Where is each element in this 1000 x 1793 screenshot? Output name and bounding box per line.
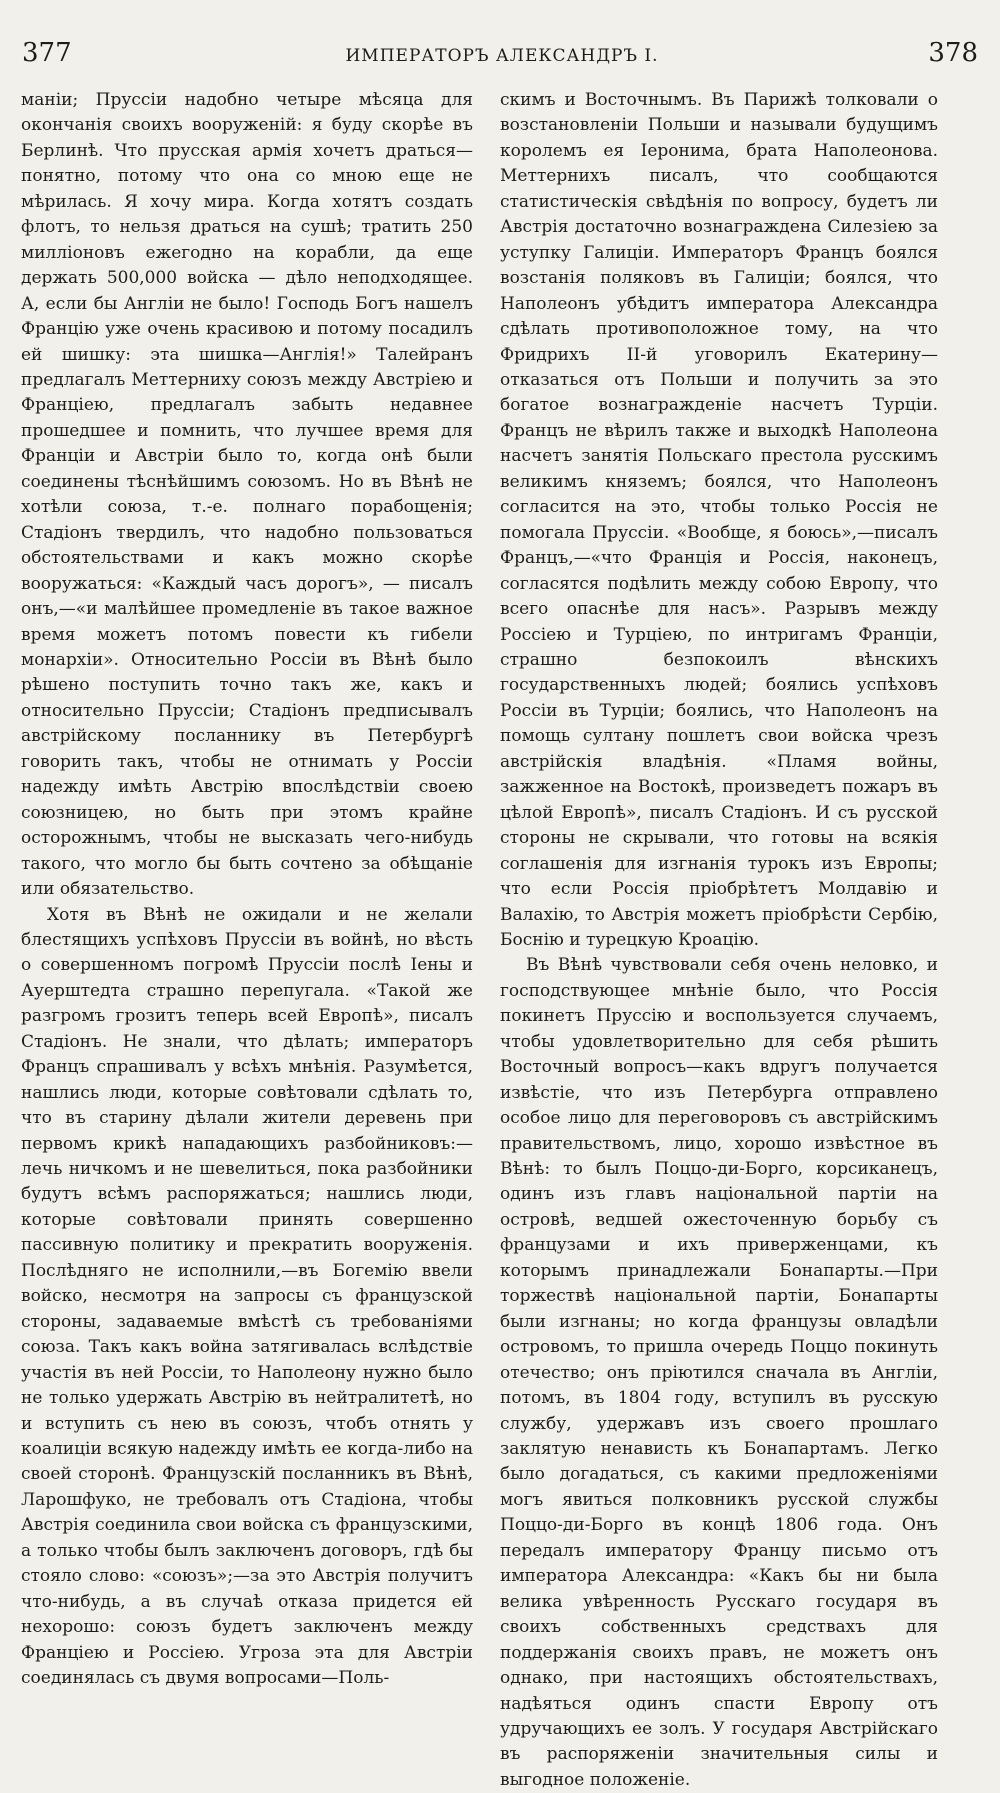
right-column xyxy=(500,88,938,1793)
page-number-right: 378 xyxy=(928,38,978,68)
paragraph: Въ Вѣнѣ чувствовали себя очень неловко, и господствующее мнѣніе было, что Россія покинетъ Пруссію и воспользуется случаемъ, чтобы удовлетворительно для себя рѣшить Восточный вопросъ—какъ вдругъ получается извѣстіе, что изъ Петербурга отправлено особое лицо для переговоровъ съ австрійскимъ правительствомъ, лицо, хорошо извѣстное въ Вѣнѣ: то былъ Поццо-ди-Борго, корсиканецъ, одинъ изъ главъ національной партіи на островѣ, ведшей ожесточенную борьбу съ французами и ихъ приверженцами, къ которымъ принадлежали Бонапарты.—При торжествѣ національной партіи, Бонапарты были изгнаны; но когда французы овладѣли островомъ, то пришла очередь Поццо покинуть отечество; онъ пріютился сначала въ Англіи, потомъ, въ 1804 году, вступилъ въ русскую службу, удержавъ изъ своего прошлаго заклятую ненависть къ Бонапартамъ. Легко было догадаться, съ какими предложеніями могъ явиться полковникъ русской службы Поццо-ди-Борго въ концѣ 1806 года. Онъ передалъ императору Францу письмо отъ императора Александра: «Какъ бы ни была велика увѣренность Русскаго государя въ своихъ собственныхъ средствахъ для поддержанія своихъ правъ, не можетъ онъ однако, при настоящихъ обстоятельствахъ, надѣяться одинъ спасти Европу отъ удручающихъ ее золъ. У государя Австрійскаго въ распоряженіи значительныя силы и выгодное положеніе. xyxy=(500,955,938,1790)
page-header xyxy=(22,38,982,78)
paragraph: Хотя въ Вѣнѣ не ожидали и не желали блестящихъ успѣховъ Пруссіи въ войнѣ, но вѣсть о совершенномъ погромѣ Пруссіи послѣ Іены и Ауерштедта страшно перепугала. «Такой же разгромъ грозитъ теперь всей Европѣ», писалъ Стадіонъ. Не знали, что дѣлать; императоръ Францъ спрашивалъ у всѣхъ мнѣнія. Разумѣется, нашлись люди, которые совѣтовали сдѣлать то, что въ старину дѣлали жители деревень при первомъ крикѣ нападающихъ разбойниковъ:—лечь ничкомъ и не шевелиться, пока разбойники будутъ всѣмъ распоряжаться; нашлись люди, которые совѣтовали принять совершенно пассивную политику и прекратить вооруженія. Послѣдняго не исполнили,—въ Богемію ввели войско, несмотря на запросы съ французской стороны, задаваемые вмѣстѣ съ требованіями союза. Такъ какъ война затягивалась вслѣдствіе участія въ ней Россіи, то Наполеону нужно было не только удержать Австрію въ нейтралитетѣ, но и вступить съ нею въ союзъ, чтобъ отнять у коалиціи всякую надежду имѣть ее когда-либо на своей сторонѣ. Французскій посланникъ въ Вѣнѣ, Ларошфуко, не требовалъ отъ Стадіона, чтобы Австрія соединила свои войска съ французскими, а только чтобы былъ заключенъ договоръ, гдѣ бы стояло слово: «союзъ»;—за это Австрія получитъ что-нибудь, а въ случаѣ отказа придется ей нехорошо: союзъ будетъ заключенъ между Франціею и Россіею. Угроза эта для Австріи соединялась съ двумя вопросами—Поль- xyxy=(21,904,473,1689)
page-number-left: 377 xyxy=(22,38,72,68)
left-column xyxy=(21,88,473,1692)
paragraph: скимъ и Восточнымъ. Въ Парижѣ толковали о возстановленіи Польши и называли будущимъ королемъ ея Іеронима, брата Наполеонова. Меттернихъ писалъ, что сообщаются статистическія свѣдѣнія по вопросу, будетъ ли Австрія достаточно вознаграждена Силезіею за уступку Галиціи. Императоръ Францъ боялся возстанія поляковъ въ Галиціи; боялся, что Наполеонъ убѣдитъ императора Александра сдѣлать противоположное тому, на что Фридрихъ II-й уговорилъ Екатерину—отказаться отъ Польши и получить за это богатое вознагражденіе насчетъ Турціи. Францъ не вѣрилъ также и выходкѣ Наполеона насчетъ занятія Польскаго престола русскимъ великимъ княземъ; боялся, что Наполеонъ согласится на это, чтобы только Россія не помогала Пруссіи. «Вообще, я боюсь»,—писалъ Францъ,—«что Франція и Россія, наконецъ, согласятся подѣлить между собою Европу, что всего опаснѣе для насъ». Разрывъ между Россіею и Турціею, по интригамъ Франціи, страшно безпокоилъ вѣнскихъ государственныхъ людей; боялись успѣховъ Россіи въ Турціи; боялись, что Наполеонъ на помощь султану пошлетъ свои войска чрезъ австрійскія владѣнія. «Пламя войны, зажженное на Востокѣ, произведетъ пожаръ въ цѣлой Европѣ», писалъ Стадіонъ. И съ русской стороны не скрывали, что готовы на всякія соглашенія для изгнанія турокъ изъ Европы; что если Россія пріобрѣтетъ Молдавію и Валахію, то Австрія можетъ пріобрѣсти Сербію, Боснію и турецкую Кроацію. xyxy=(500,90,938,950)
running-title: ИМПЕРАТОРЪ АЛЕКСАНДРЪ I. xyxy=(345,46,659,66)
paragraph: маніи; Пруссіи надобно четыре мѣсяца для окончанія своихъ вооруженій: я буду скорѣе въ Берлинѣ. Что прусская армія хочетъ драться—понятно, потому что она со мною еще не мѣрилась. Я хочу мира. Когда хотятъ создать флотъ, то нельзя драться на сушѣ; тратить 250 милліоновъ ежегодно на корабли, да еще держать 500,000 войска — дѣло неподходящее. А, если бы Англіи не было! Господь Богъ нашелъ Францію уже очень красивою и потому посадилъ ей шишку: эта шишка—Англія!» Талейранъ предлагалъ Меттерниху союзъ между Австріею и Франціею, предлагалъ забыть недавнее прошедшее и помнить, что лучшее время для Франціи и Австріи было то, когда онѣ были соединены тѣснѣйшимъ союзомъ. Но въ Вѣнѣ не хотѣли союза, т.-е. полнаго порабощенія; Стадіонъ твердилъ, что надобно пользоваться обстоятельствами и какъ можно скорѣе вооружаться: «Каждый часъ дорогъ», — писалъ онъ,—«и малѣйшее промедленіе въ такое важное время можетъ потомъ повести къ гибели монархіи». Относительно Россіи въ Вѣнѣ было рѣшено поступить точно такъ же, какъ и относительно Пруссіи; Стадіонъ предписывалъ австрійскому посланнику въ Петербургѣ говорить такъ, чтобы не отнимать у Россіи надежду имѣть Австрію впослѣдствіи своею союзницею, но быть при этомъ крайне осторожнымъ, чтобы не высказать чего-нибудь такого, что могло бы быть сочтено за обѣщаніе или обязательство. xyxy=(21,90,473,900)
